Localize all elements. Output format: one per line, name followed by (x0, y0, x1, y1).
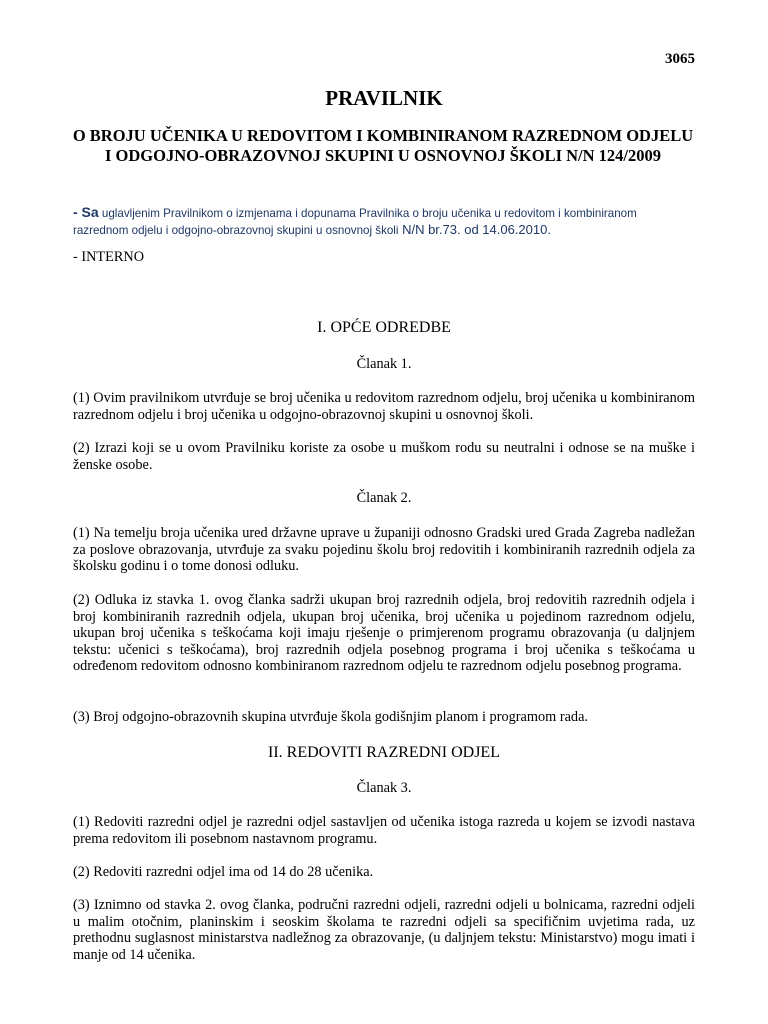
article-2-paragraph-3: (3) Broj odgojno-obrazovnih skupina utvrđuje škola godišnjim planom i programom rada. (73, 709, 588, 725)
article-3-paragraph-3: (3) Iznimno od stavka 2. ovog članka, područni razredni odjeli, razredni odjeli u bolnicama, razredni odjeli u malim otočnim, planinskim i seoskim školama te razredni odjeli sa specifičnim uvjetima rada, uz prethodnu suglasnost ministarstva nadležnog za obrazovanje, (u daljnjem tekstu: Ministarstvo) mogu imati i manje od 14 učenika. (73, 897, 695, 963)
article-1-paragraph-2: (2) Izrazi koji se u ovom Pravilniku koriste za osobe u muškom rodu su neutralni i odnose se na muške i ženske osobe. (73, 440, 695, 473)
article-3-paragraph-1: (1) Redoviti razredni odjel je razredni odjel sastavljen od učenika istoga razreda u kojem se izvodi nastava prema redovitom ili posebnom nastavnom programu. (73, 814, 695, 847)
section-heading-regular-class: II. REDOVITI RAZREDNI ODJEL (268, 744, 500, 761)
article-2-paragraph-2: (2) Odluka iz stavka 1. ovog članka sadrži ukupan broj razrednih odjela, broj redovitih razrednih odjela i broj kombiniranih razrednih odjela, ukupan broj učenika, broj učenika u pojedinom razrednom odjelu, ukupan broj učenika s teškoćama koji imaju rješenje o primjerenom programu obrazovanja (u daljnjem tekstu: učenici s teškoćama), broj razrednih odjela posebnog programa i broj učenika s teškoćama u određenom redovitom odnosno kombiniranom razrednom odjelu te razrednom odjelu posebnog programa. (73, 592, 695, 674)
document-subtitle: O BROJU UČENIKA U REDOVITOM I KOMBINIRANOM RAZREDNOM ODJELU I ODGOJNO-OBRAZOVNOJ SKUPINI U OSNOVNOJ ŠKOLI N/N 124/2009 (72, 126, 694, 165)
article-1-paragraph-1: (1) Ovim pravilnikom utvrđuje se broj učenika u redovitom razrednom odjelu, broj učenika u kombiniranom razrednom odjelu i broj učenika u odgojno-obrazovnoj skupini u osnovnoj školi. (73, 390, 695, 423)
amendment-text: uglavljenim Pravilnikom o izmjenama i dopunama Pravilnika o broju učenika u redovitom i kombiniranom razrednom odjelu i odgojno-obrazovnoj skupini u osnovnoj školi (73, 207, 637, 237)
amendment-reference: N/N br.73. od 14.06.2010. (398, 222, 551, 237)
interno-label: - INTERNO (73, 249, 145, 265)
amendment-note (73, 204, 695, 239)
article-3-title: Članak 3. (356, 780, 412, 796)
article-3-paragraph-2: (2) Redoviti razredni odjel ima od 14 do 28 učenika. (73, 864, 374, 880)
amendment-lead: - Sa (73, 204, 99, 220)
article-2-paragraph-1: (1) Na temelju broja učenika ured državne uprave u županiji odnosno Gradski ured Grada Zagreba nadležan za poslove obrazovanja, utvrđuje za svaku pojedinu školu broj redovitih i kombiniranih razrednih odjela za školsku godinu i o tome donosi odluku. (73, 525, 695, 574)
document-number: 3065 (665, 51, 695, 67)
article-2-title: Članak 2. (356, 490, 412, 506)
section-heading-general: I. OPĆE ODREDBE (317, 319, 451, 336)
document-title: PRAVILNIK (325, 86, 443, 110)
article-1-title: Članak 1. (356, 356, 412, 372)
